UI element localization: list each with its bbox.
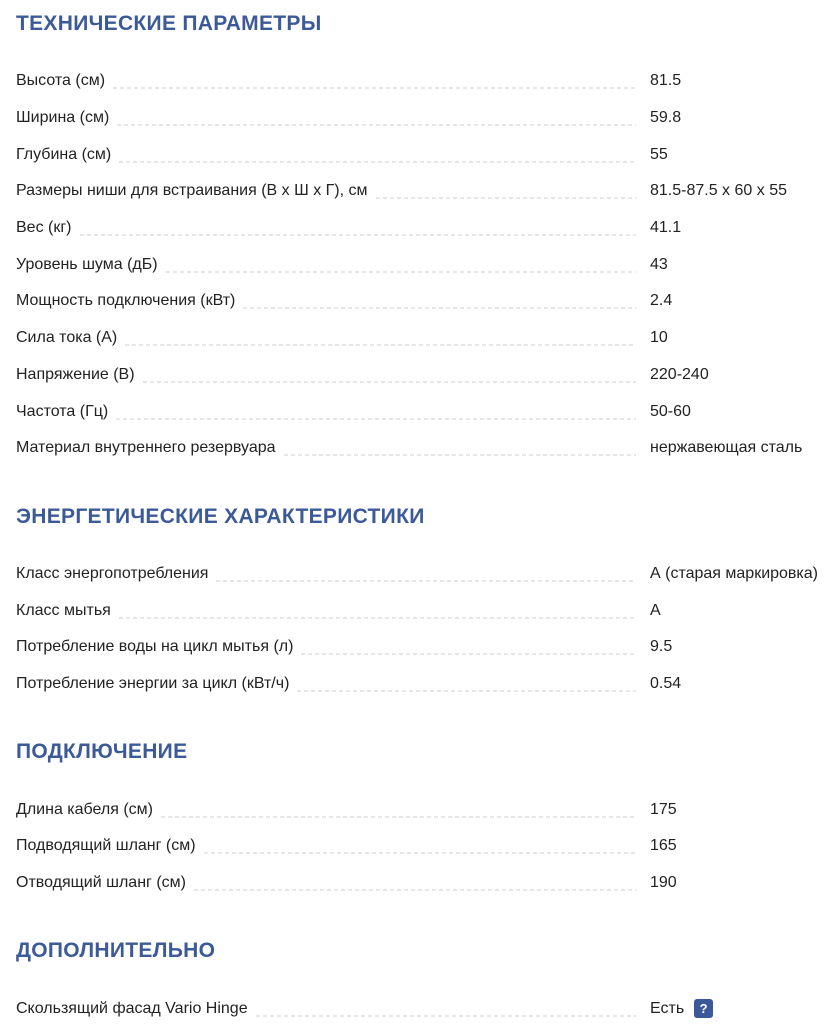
spec-row (16, 556, 822, 593)
dotted-leader (194, 889, 636, 891)
spec-row (16, 629, 822, 666)
row-label: Потребление воды на цикл мытья (л) (16, 638, 294, 656)
dotted-leader (204, 852, 636, 854)
row-value-cell (650, 801, 822, 819)
row-label: Длина кабеля (см) (16, 800, 153, 818)
section-title: ТЕХНИЧЕСКИЕ ПАРАМЕТРЫ (16, 12, 322, 35)
spec-row (16, 666, 822, 703)
section-rows (16, 63, 822, 467)
row-label: Материал внутреннего резервуара (16, 439, 276, 457)
section-title: ДОПОЛНИТЕЛЬНО (16, 939, 216, 963)
row-label: Уровень шума (дБ) (16, 255, 158, 273)
dotted-leader (119, 617, 636, 619)
dotted-leader (166, 271, 636, 273)
row-label: Размеры ниши для встраивания (В х Ш х Г), см (16, 182, 368, 200)
row-label: Потребление энергии за цикл (кВт/ч) (16, 674, 290, 692)
dotted-leader (216, 580, 636, 582)
row-value: 190 (650, 874, 677, 892)
row-value-cell (650, 182, 822, 200)
spec-row (16, 592, 822, 629)
row-value: 220-240 (650, 365, 709, 383)
row-label: Вес (кг) (16, 219, 72, 237)
dotted-leader (256, 1015, 636, 1017)
section-title: ПОДКЛЮЧЕНИЕ (16, 740, 188, 764)
row-value: А (старая маркировка) (650, 564, 819, 582)
spec-row (16, 100, 822, 137)
spec-row (16, 136, 822, 173)
row-value: 0.54 (650, 674, 682, 692)
row-value-cell (650, 403, 822, 421)
row-value-cell (650, 292, 822, 310)
row-label: Мощность подключения (кВт) (16, 292, 236, 310)
dotted-leader (125, 344, 636, 346)
row-label: Отводящий шланг (см) (16, 874, 186, 892)
spec-row (16, 990, 822, 1027)
row-label: Подводящий шланг (см) (16, 837, 196, 855)
row-value-cell (650, 109, 822, 127)
row-value-cell (650, 874, 822, 892)
row-value: Есть (650, 999, 685, 1017)
row-label: Скользящий фасад Vario Hinge (16, 999, 248, 1017)
spec-sections (16, 12, 822, 1027)
row-value: 41.1 (650, 219, 682, 237)
row-label: Высота (см) (16, 72, 106, 90)
row-label: Ширина (см) (16, 109, 110, 127)
spec-row (16, 865, 822, 902)
dotted-leader (80, 234, 636, 236)
row-label: Сила тока (А) (16, 329, 118, 347)
spec-row (16, 283, 822, 320)
row-value: 9.5 (650, 638, 673, 656)
spec-row (16, 320, 822, 357)
row-value: нержавеющая сталь (650, 439, 803, 457)
row-value-cell (650, 999, 822, 1018)
row-value-cell (650, 439, 822, 457)
row-value-cell (650, 256, 822, 274)
row-value-cell (650, 72, 822, 90)
dotted-leader (117, 124, 636, 126)
section-rows (16, 791, 822, 901)
dotted-leader (143, 381, 636, 383)
spec-row (16, 791, 822, 828)
row-value: 2.4 (650, 292, 673, 310)
dotted-leader (284, 454, 636, 456)
spec-section (16, 740, 822, 901)
row-value: 59.8 (650, 109, 682, 127)
dotted-leader (116, 418, 636, 420)
dotted-leader (376, 197, 636, 199)
dotted-leader (301, 653, 636, 655)
row-label: Глубина (см) (16, 145, 112, 163)
spec-section (16, 505, 822, 703)
row-value-cell (650, 638, 822, 656)
dotted-leader (113, 87, 636, 89)
dotted-leader (297, 690, 636, 692)
row-value-cell (650, 837, 822, 855)
row-label: Класс энергопотребления (16, 564, 209, 582)
row-value-cell (650, 565, 822, 583)
row-value: 175 (650, 800, 677, 818)
row-value-cell (650, 602, 822, 620)
spec-row (16, 430, 822, 467)
spec-row (16, 63, 822, 100)
row-value-cell (650, 219, 822, 237)
spec-row (16, 357, 822, 394)
row-value: 81.5 (650, 72, 682, 90)
spec-section (16, 939, 822, 1027)
row-value: 165 (650, 837, 677, 855)
spec-row (16, 393, 822, 430)
help-question-icon[interactable]: ? (694, 999, 713, 1018)
row-value: 50-60 (650, 402, 691, 420)
row-value-cell (650, 366, 822, 384)
row-value: А (650, 601, 661, 619)
row-value: 10 (650, 329, 668, 347)
section-rows (16, 990, 822, 1027)
row-value-cell (650, 329, 822, 347)
spec-section (16, 12, 822, 467)
row-label: Класс мытья (16, 601, 111, 619)
row-value: 55 (650, 145, 668, 163)
row-label: Частота (Гц) (16, 402, 109, 420)
row-value: 81.5-87.5 x 60 x 55 (650, 182, 787, 200)
row-label: Напряжение (В) (16, 365, 135, 383)
row-value-cell (650, 146, 822, 164)
spec-row (16, 828, 822, 865)
section-rows (16, 556, 822, 703)
row-value: 43 (650, 255, 668, 273)
spec-row (16, 210, 822, 247)
dotted-leader (161, 816, 636, 818)
spec-row (16, 246, 822, 283)
row-value-cell (650, 675, 822, 693)
section-title: ЭНЕРГЕТИЧЕСКИЕ ХАРАКТЕРИСТИКИ (16, 504, 425, 528)
dotted-leader (243, 307, 636, 309)
dotted-leader (119, 161, 636, 163)
spec-row (16, 173, 822, 210)
